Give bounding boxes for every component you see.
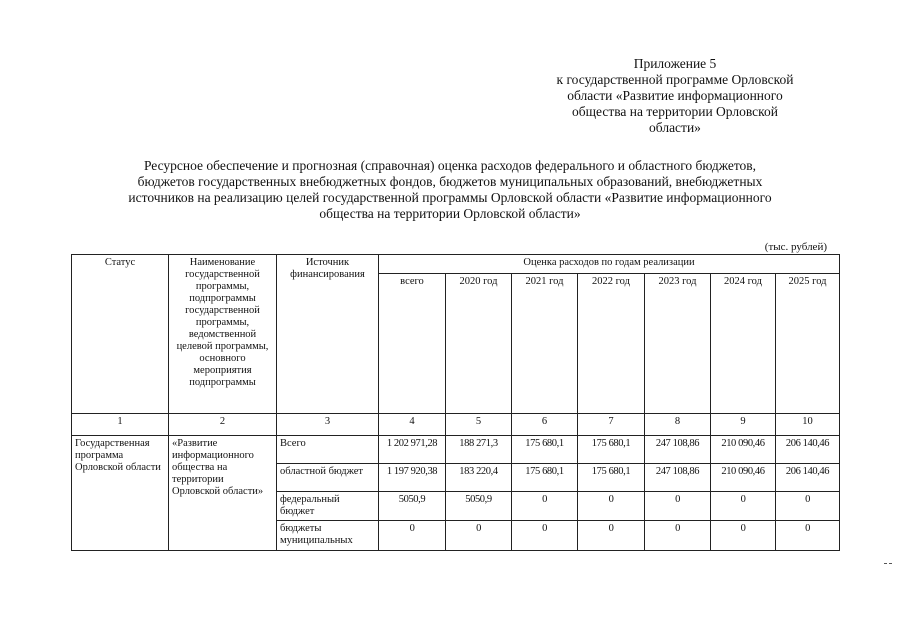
- value-cell: 0: [512, 521, 578, 551]
- program-name-cell: «Развитие информационного общества на территории Орловской области»: [169, 436, 277, 551]
- table-row: [72, 436, 840, 464]
- column-number: 8: [645, 414, 711, 436]
- value-cell: 0: [711, 521, 776, 551]
- value-cell: 0: [379, 521, 446, 551]
- appendix-caption: [520, 56, 830, 136]
- value-cell: 0: [512, 492, 578, 521]
- value-cell: 0: [711, 492, 776, 521]
- header-year: 2022 год: [578, 274, 645, 414]
- column-number: 1: [72, 414, 169, 436]
- value-cell: 183 220,4: [446, 464, 512, 492]
- title-line: общества на территории Орловской области»: [319, 206, 581, 221]
- value-cell: 5050,9: [379, 492, 446, 521]
- column-number-row: [72, 414, 840, 436]
- value-cell: 0: [578, 492, 645, 521]
- value-cell: 206 140,46: [776, 464, 840, 492]
- source-cell: Всего: [277, 436, 379, 464]
- value-cell: 247 108,86: [645, 436, 711, 464]
- value-cell: 0: [578, 521, 645, 551]
- value-cell: 188 271,3: [446, 436, 512, 464]
- header-year: 2020 год: [446, 274, 512, 414]
- column-number: 3: [277, 414, 379, 436]
- title-line: Ресурсное обеспечение и прогнозная (справочная) оценка расходов федерального и областного бюджетов,: [143, 158, 757, 173]
- header-row: [72, 255, 840, 274]
- appendix-line: области «Развитие информационного: [567, 88, 783, 103]
- appendix-line: общества на территории Орловской: [572, 104, 778, 119]
- title-line: бюджетов государственных внебюджетных фондов, бюджетов муниципальных образований, внебюджетных: [137, 174, 763, 189]
- header-year: всего: [379, 274, 446, 414]
- document-title: [80, 158, 820, 222]
- scan-mark: [884, 563, 892, 564]
- value-cell: 210 090,46: [711, 436, 776, 464]
- value-cell: 247 108,86: [645, 464, 711, 492]
- source-cell: федеральный бюджет: [277, 492, 379, 521]
- title-line: источников на реализацию целей государственной программы Орловской области «Развитие информационного: [128, 190, 772, 205]
- header-status: Статус: [72, 255, 169, 414]
- header-year: 2025 год: [776, 274, 840, 414]
- value-cell: 175 680,1: [512, 436, 578, 464]
- status-cell: Государственная программа Орловской области: [72, 436, 169, 551]
- value-cell: 0: [776, 492, 840, 521]
- appendix-line: области»: [649, 120, 701, 135]
- source-cell: областной бюджет: [277, 464, 379, 492]
- value-cell: 1 197 920,38: [379, 464, 446, 492]
- header-source: Источник финансирования: [277, 255, 379, 414]
- column-number: 5: [446, 414, 512, 436]
- value-cell: 5050,9: [446, 492, 512, 521]
- column-number: 4: [379, 414, 446, 436]
- column-number: 2: [169, 414, 277, 436]
- budget-table: [71, 254, 840, 551]
- value-cell: 0: [776, 521, 840, 551]
- header-year: 2021 год: [512, 274, 578, 414]
- column-number: 10: [776, 414, 840, 436]
- value-cell: 175 680,1: [578, 436, 645, 464]
- value-cell: 210 090,46: [711, 464, 776, 492]
- value-cell: 1 202 971,28: [379, 436, 446, 464]
- appendix-line: к государственной программе Орловской: [556, 72, 794, 87]
- value-cell: 0: [645, 521, 711, 551]
- value-cell: 0: [645, 492, 711, 521]
- column-number: 6: [512, 414, 578, 436]
- column-number: 9: [711, 414, 776, 436]
- column-number: 7: [578, 414, 645, 436]
- header-year: 2023 год: [645, 274, 711, 414]
- units-note: (тыс. рублей): [764, 241, 827, 253]
- source-cell: бюджеты муниципальных: [277, 521, 379, 551]
- header-name: Наименование государственной программы, подпрограммы государственной программы, ведомственной целевой программы, основного мероприятия подпрограммы: [169, 255, 277, 414]
- value-cell: 175 680,1: [512, 464, 578, 492]
- header-year: 2024 год: [711, 274, 776, 414]
- value-cell: 0: [446, 521, 512, 551]
- header-estimate: Оценка расходов по годам реализации: [379, 255, 840, 274]
- value-cell: 206 140,46: [776, 436, 840, 464]
- appendix-line: Приложение 5: [633, 56, 717, 71]
- value-cell: 175 680,1: [578, 464, 645, 492]
